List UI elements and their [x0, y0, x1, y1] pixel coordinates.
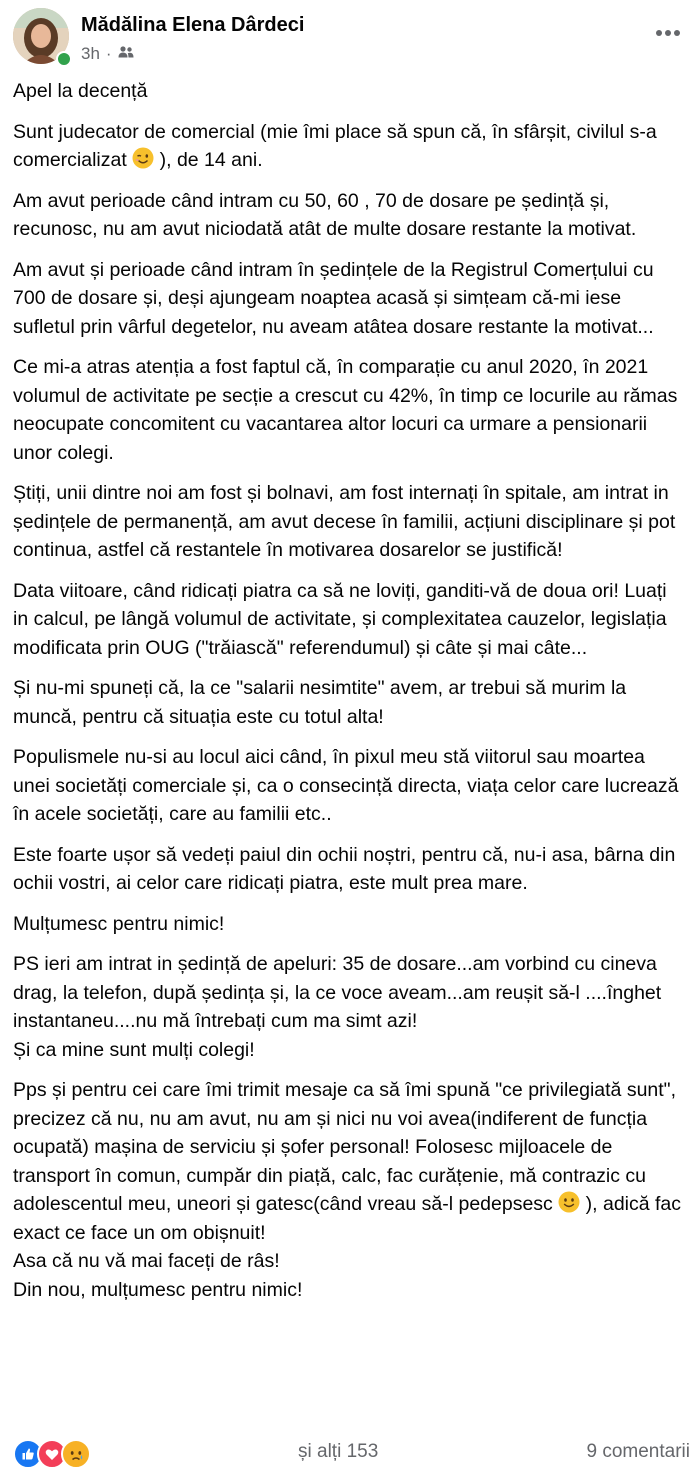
post-text-segment: Am avut și perioade când intram în ședințele de la Registrul Comerțului cu 700 de dosare și, deși ajungeam noaptea acasă și simțeam că-mi iese sufletul prin vârful degetelor, nu aveam atâtea dosare restante la motivat...: [13, 258, 654, 338]
post-text-segment: Știți, unii dintre noi am fost și bolnavi, am fost internați în spitale, am intrat in ședințele de permanență, am avut decese în familii, acțiuni disciplinare și pot continua, astfel că restantele în motivarea dosarelor se justifică!: [13, 482, 676, 561]
post-paragraph: [13, 256, 686, 342]
post-text-segment: Sunt judecator de comercial (mie îmi place să spun că, în sfârșit, civilul s-a comercializat: [13, 120, 657, 171]
post-paragraph: [13, 479, 686, 565]
post-meta: [81, 44, 134, 64]
meta-separator: ·: [105, 44, 112, 63]
wink-emoji-icon: [132, 147, 154, 169]
post-text-segment: Am avut perioade când intram cu 50, 60 , 70 de dosare pe ședință și, recunosc, nu am avut niciodată atât de multe dosare restante la motivat.: [13, 189, 637, 240]
post-paragraph: [13, 910, 686, 939]
friends-icon[interactable]: [118, 44, 134, 64]
post-paragraph: [13, 743, 686, 829]
post-text-segment: Populismele nu-si au locul aici când, în pixul meu stă viitorul sau moartea unei societăți comerciale și, ca o consecință directa, viața celor care lucrează în acele societăți, care au familii etc..: [13, 746, 679, 825]
post-text-segment: Asa că nu vă mai faceți de râs!: [13, 1250, 280, 1272]
post-paragraph: [13, 841, 686, 898]
post-text-segment: Din nou, mulțumesc pentru nimic!: [13, 1278, 303, 1301]
more-horizontal-icon: [655, 29, 681, 37]
post-text: [13, 77, 686, 1316]
reactions-count[interactable]: și alți 153: [298, 1441, 379, 1462]
post-text-segment: Este foarte ușor să vedeți paiul din ochii noștri, pentru că, nu-i asa, bârna din ochii vostri, ai celor care ridicați piatra, este mult prea mare.: [13, 843, 676, 894]
post-paragraph: [13, 118, 686, 175]
more-options-button[interactable]: [651, 20, 685, 46]
post-text-segment: Și nu-mi spuneți că, la ce "salarii nesimtite" avem, ar trebui să murim la muncă, pentru că situația este cu totul alta!: [13, 677, 627, 728]
online-status-indicator: [56, 51, 72, 67]
post-text-segment: Pps și pentru cei care îmi trimit mesaje ca să îmi spună "ce privilegiată sunt", precizez că nu, nu am avut, nu am și nici nu voi avea(indiferent de funcția ocupată) mașina de serviciu și șofer personal! Folosesc mijloacele de transport în comun, cumpăr din piață, calc, fac curățenie, mă contrazic cu adolescentul meu, uneori și gatesc(când vreau să-l pedepsesc: [13, 1079, 677, 1215]
post-time[interactable]: 3h: [81, 44, 100, 63]
reaction-icons[interactable]: [13, 1439, 91, 1467]
post-paragraph: [13, 353, 686, 467]
post-text-segment: PS ieri am intrat in ședință de apeluri: 35 de dosare...am vorbind cu cineva drag, la telefon, după ședința și, la ce voce aveam...am reușit să-l ....înghet instantaneu....nu mă întrebați cum ma simt azi!: [13, 953, 662, 1032]
smile-emoji-icon: [558, 1191, 580, 1213]
comments-count[interactable]: 9 comentarii: [586, 1441, 690, 1462]
post-paragraph: [13, 674, 686, 731]
post-text-segment: Mulțumesc pentru nimic!: [13, 912, 225, 935]
post-paragraph: [13, 950, 686, 1064]
post-paragraph: [13, 577, 686, 663]
post-text-segment: ), adică fac exact ce face un om obișnuit!: [13, 1193, 682, 1244]
author-name[interactable]: Mădălina Elena Dârdeci: [81, 14, 305, 36]
post-paragraph: [13, 1076, 686, 1304]
post-text-segment: ), de 14 ani.: [154, 149, 263, 171]
sad-icon: [61, 1439, 91, 1469]
post-footer: [13, 1437, 690, 1469]
post-paragraph: [13, 187, 686, 244]
post-text-segment: Data viitoare, când ridicați piatra ca să ne loviți, ganditi-vă de doua ori! Luați in calcul, pe lângă volumul de activitate, și complexitatea cauzelor, legislația modificata prin OUG ("trăiască" referendumul) și câte și mai câte...: [13, 579, 667, 659]
post-paragraph: [13, 77, 686, 106]
post-header: [13, 8, 687, 70]
post-text-segment: Și ca mine sunt mulți colegi!: [13, 1038, 255, 1061]
post-text-segment: Ce mi-a atras atenția a fost faptul că, în comparație cu anul 2020, în 2021 volumul de activitate pe secție a crescut cu 42%, în timp ce locurile au rămas neocupate concomitent cu vacantarea altor locuri ca urmare a pensionarii unor colegi.: [13, 356, 678, 464]
post-text-segment: Apel la decență: [13, 80, 148, 102]
